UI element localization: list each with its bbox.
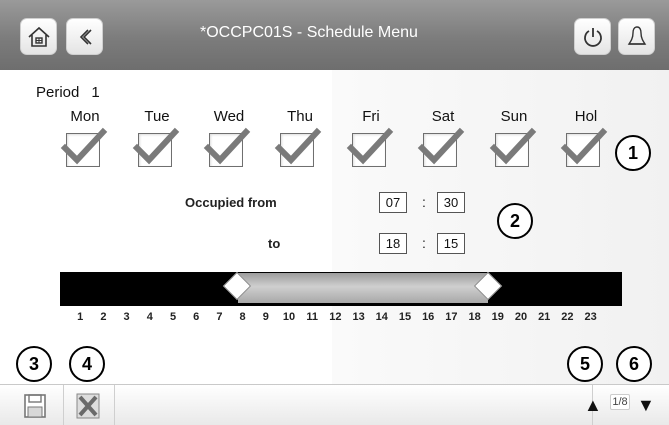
- hour-tick-label: 8: [239, 311, 246, 323]
- alarm-button[interactable]: [618, 18, 655, 55]
- cancel-icon: [76, 393, 100, 419]
- bell-icon: [625, 24, 649, 50]
- power-button[interactable]: [574, 18, 611, 55]
- back-button[interactable]: [66, 18, 103, 55]
- hour-tick-label: 2: [100, 311, 107, 323]
- hour-tick-label: 18: [468, 311, 481, 323]
- hour-tick-label: 9: [262, 311, 269, 323]
- day-label-wed: Wed: [213, 108, 245, 125]
- check-icon: [204, 124, 252, 172]
- check-icon: [418, 124, 466, 172]
- callout-4: 4: [69, 346, 105, 382]
- day-label-sat: Sat: [431, 108, 455, 125]
- checkbox-tue[interactable]: [138, 133, 172, 167]
- from-minute-field[interactable]: 30: [437, 192, 465, 213]
- page-indicator: 1/8: [610, 394, 630, 410]
- hour-tick-label: 12: [329, 311, 342, 323]
- checkbox-mon[interactable]: [66, 133, 100, 167]
- hour-tick-label: 7: [216, 311, 223, 323]
- from-hour-field[interactable]: 07: [379, 192, 407, 213]
- hour-tick-label: 1: [77, 311, 84, 323]
- page-down-arrow[interactable]: ▼: [637, 395, 655, 415]
- hour-tick-label: 16: [422, 311, 435, 323]
- time-separator: :: [422, 235, 426, 251]
- footer-divider: [114, 385, 115, 425]
- occupied-range-bar: [238, 273, 488, 303]
- hour-tick-label: 4: [146, 311, 153, 323]
- checkbox-sun[interactable]: [495, 133, 529, 167]
- day-label-mon: Mon: [70, 108, 100, 125]
- page-title: *OCCPC01S - Schedule Menu: [200, 24, 418, 41]
- callout-1: 1: [615, 135, 651, 171]
- checkbox-fri[interactable]: [352, 133, 386, 167]
- hour-tick-label: 14: [375, 311, 388, 323]
- home-button[interactable]: [20, 18, 57, 55]
- save-button[interactable]: [24, 394, 46, 423]
- hour-tick-label: 15: [398, 311, 412, 323]
- check-icon: [347, 124, 395, 172]
- back-chevron-icon: [73, 25, 97, 49]
- hour-tick-label: 5: [169, 311, 177, 323]
- save-icon: [24, 394, 46, 418]
- hour-tick-label: 21: [538, 311, 551, 323]
- footer-bar: [0, 384, 669, 425]
- checkbox-thu[interactable]: [280, 133, 314, 167]
- period-number: 1: [91, 84, 100, 101]
- period-label: [36, 84, 100, 101]
- hour-tick-label: 20: [514, 311, 528, 323]
- occupied-from-label: Occupied from: [185, 195, 277, 210]
- time-separator: :: [422, 194, 426, 210]
- hour-tick-label: 11: [306, 311, 318, 323]
- occupied-to-label: to: [268, 236, 281, 251]
- callout-3: 3: [16, 346, 52, 382]
- day-label-sun: Sun: [500, 108, 528, 125]
- period-text: Period: [36, 84, 80, 101]
- home-icon: [26, 24, 52, 50]
- checkbox-sat[interactable]: [423, 133, 457, 167]
- hour-tick-label: 19: [491, 311, 504, 323]
- cancel-button[interactable]: [76, 393, 100, 424]
- hour-tick-label: 6: [193, 311, 200, 323]
- hour-tick-label: 17: [445, 311, 458, 323]
- day-label-tue: Tue: [144, 108, 170, 125]
- page-up-arrow[interactable]: ▲: [584, 395, 602, 415]
- day-label-thu: Thu: [287, 108, 313, 125]
- to-hour-field[interactable]: 18: [379, 233, 407, 254]
- check-icon: [61, 124, 109, 172]
- check-icon: [561, 124, 609, 172]
- power-icon: [581, 25, 605, 49]
- hour-tick-label: 3: [123, 311, 130, 323]
- hour-tick-label: 10: [282, 311, 296, 323]
- hour-tick-label: 22: [561, 311, 574, 323]
- check-icon: [490, 124, 538, 172]
- callout-6: 6: [616, 346, 652, 382]
- hour-tick-label: 23: [584, 311, 597, 323]
- hour-tick-label: 13: [352, 311, 365, 323]
- day-label-hol: Hol: [574, 108, 598, 125]
- to-minute-field[interactable]: 15: [437, 233, 465, 254]
- footer-divider: [63, 385, 64, 425]
- checkbox-hol[interactable]: [566, 133, 600, 167]
- callout-2: 2: [497, 203, 533, 239]
- day-label-fri: Fri: [362, 108, 380, 125]
- check-icon: [275, 124, 323, 172]
- checkbox-wed[interactable]: [209, 133, 243, 167]
- check-icon: [133, 124, 181, 172]
- callout-5: 5: [567, 346, 603, 382]
